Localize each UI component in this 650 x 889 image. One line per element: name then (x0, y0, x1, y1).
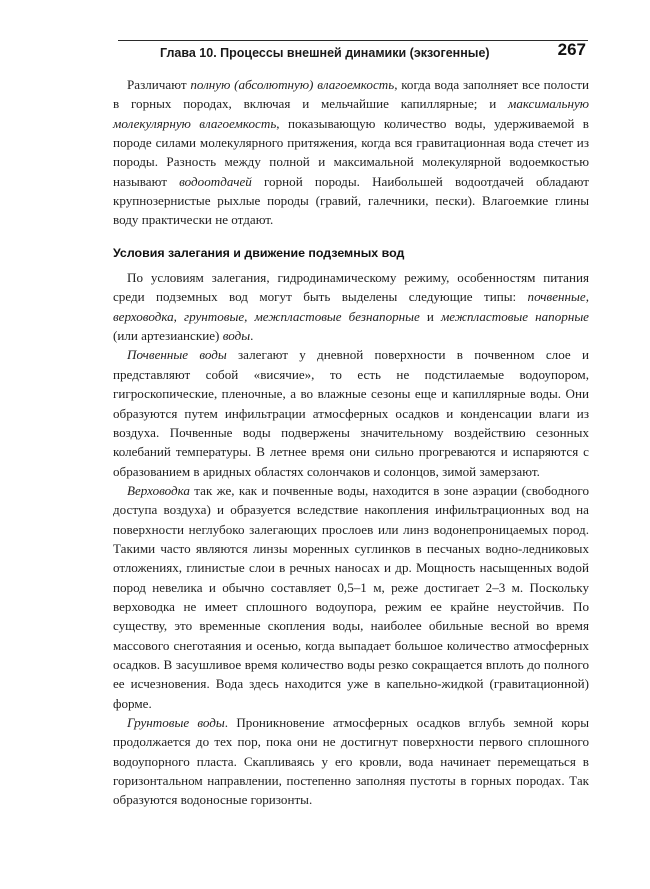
paragraph-perched-water (113, 481, 589, 713)
text: (или артезианские) (113, 328, 223, 344)
term-water-types: почвенные, верховодка, грунтовые, межпластовые безнапорные (113, 289, 589, 324)
text: По условиям залегания, гидродинамическому режиму, особенностям питания среди подземных вод могут быть выделены следующие типы: (113, 270, 589, 305)
text: залегают у дневной поверхности в почвенном слое и представляют собой «висячие», то есть не подстилаемые водоупором, гигроскопические, пленочные, а во влажные сезоны еще и капиллярные воды. Они образуются путем инфильтрации атмосферных осадков и конденсации влаги из воздуха. Почвенные воды подвержены значительному воздействию сезонных колебаний температуры. В летнее время они сильно прогреваются и испаряются с образованием в аридных областях солончаков и солонцов, зимой замерзают. (113, 347, 589, 479)
term-soil-water: Почвенные воды (127, 347, 227, 363)
text: и (419, 308, 441, 324)
page-body (113, 75, 589, 810)
section-heading: Условия залегания и движение подземных вод (113, 245, 405, 260)
text: горной породы. Наибольшей водоотдачей обладают крупнозернистые рыхлые породы (гравий, галечники, пески). Влагоемкие глины воду практически не отдают. (113, 173, 589, 228)
page-header (118, 38, 588, 64)
paragraph-ground-water (113, 713, 589, 810)
term-perched-water: Верховодка (127, 482, 190, 498)
paragraph-water-capacity (113, 75, 589, 230)
term-max-molecular-capacity: максимальную молекулярную влагоемкость (113, 96, 589, 131)
running-title: Глава 10. Процессы внешней динамики (экзогенные) (160, 46, 490, 60)
term-waters: воды (222, 328, 251, 344)
text: , показывающую количество воды, удерживаемой в породе силами молекулярного притяжения, когда вся гравитационная вода стечет из породы. Разность между полной и максимальной молекулярной водоемкостью называют (113, 115, 589, 189)
text: Различают (127, 77, 191, 92)
term-pressure-interstratal: межпластовые напорные (440, 308, 589, 324)
text: . Проникновение атмосферных осадков вглубь земной коры продолжается до тех пор, пока они не достигнут поверхности первого сплошного водоупорного пласта. Скапливаясь у его кровли, вода начинает перемещаться в горизонтальном направлении, постепенно заполняя пустоты в горных породах. Так образуются водоносные горизонты. (113, 715, 590, 808)
paragraph-groundwater-types (113, 268, 589, 345)
paragraph-soil-water (113, 345, 589, 480)
text: так же, как и почвенные воды, находится в зоне аэрации (свободного доступа воздуха) и образуется вследствие накопления инфильтрационных вод на поверхности неглубоко залегающих прослоев или линз водонепроницаемых пород. Такими часто являются линзы моренных суглинков в песчаных водно-ледниковых отложениях, глинистые слои в речных наносах и др. Мощность насыщенных водой пород невелика и обычно составляет 0,5–1 м, реже достигает 2–3 м. Поскольку верховодка не имеет сплошного водоупора, режим ее крайне неустойчив. По существу, это временные скопления воды, наиболее обильные весной во время массового снеготаяния и осенью, когда выпадает большое количество атмосферных осадков. В засушливое время количество воды резко сокращается вплоть до полного ее исчезновения. Вода здесь находится уже в капельно-жидкой (гравитационной) форме. (113, 482, 589, 711)
page-number: 267 (557, 40, 586, 59)
text: , когда вода заполняет все полости в горных породах, включая и мельчайшие капиллярные; и (113, 77, 589, 112)
term-water-yield: водоотдачей (179, 173, 252, 189)
text: . (250, 328, 254, 344)
term-ground-water: Грунтовые воды (127, 715, 225, 730)
term-full-capacity: полную (абсолютную) влагоемкость (190, 77, 395, 92)
